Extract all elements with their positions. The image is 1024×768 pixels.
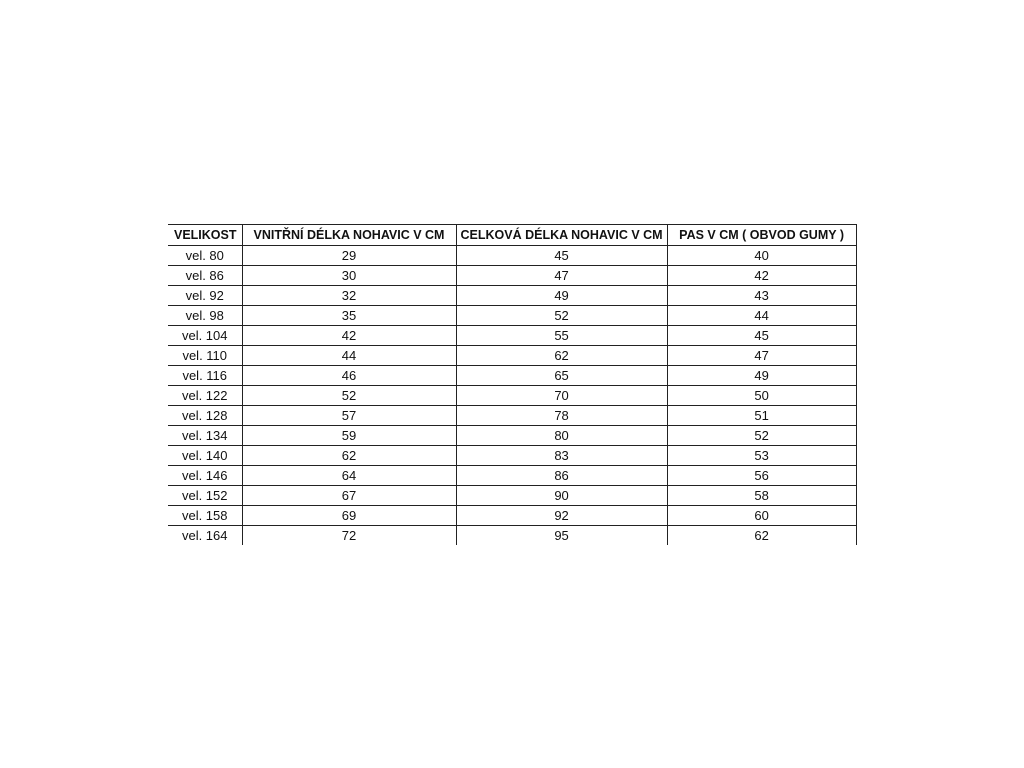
- cell-size: vel. 152: [168, 486, 242, 506]
- table-row: [168, 526, 856, 546]
- cell-inseam-length: 42: [242, 326, 456, 346]
- cell-inseam-length: 32: [242, 286, 456, 306]
- cell-inseam-length: 30: [242, 266, 456, 286]
- cell-size: vel. 140: [168, 446, 242, 466]
- cell-size: vel. 164: [181, 528, 228, 543]
- cell-inseam-length: 46: [242, 366, 456, 386]
- table-row: [168, 386, 856, 406]
- cell-inseam-length: 52: [242, 386, 456, 406]
- cell-total-length: 55: [456, 326, 667, 346]
- cell-total-length: 86: [456, 466, 667, 486]
- table-row: [168, 346, 856, 366]
- cell-waist: 49: [667, 366, 856, 386]
- cell-waist: 58: [667, 486, 856, 506]
- cell-size: vel. 110: [168, 346, 242, 366]
- size-chart-table: [168, 224, 857, 545]
- table-header-row: [168, 225, 856, 246]
- cell-size: vel. 146: [168, 466, 242, 486]
- cell-size: vel. 134: [168, 426, 242, 446]
- cell-inseam-length: 59: [242, 426, 456, 446]
- cell-total-length: 78: [456, 406, 667, 426]
- cell-waist: 62: [667, 526, 856, 546]
- cell-inseam-length: 69: [242, 506, 456, 526]
- table-row: [168, 246, 856, 266]
- cell-total-length: 45: [456, 246, 667, 266]
- header-total-length: CELKOVÁ DÉLKA NOHAVIC V CM: [456, 225, 667, 246]
- cell-size: vel. 116: [168, 366, 242, 386]
- cell-inseam-length: 64: [242, 466, 456, 486]
- table-row: [168, 406, 856, 426]
- cell-size: vel. 92: [168, 286, 242, 306]
- table-row: [168, 506, 856, 526]
- cell-inseam-length: 67: [242, 486, 456, 506]
- cell-waist: 43: [667, 286, 856, 306]
- cell-waist: 42: [667, 266, 856, 286]
- cell-total-length: 49: [456, 286, 667, 306]
- table-row: [168, 286, 856, 306]
- table-row: [168, 326, 856, 346]
- table-row: [168, 366, 856, 386]
- cell-size: vel. 104: [168, 326, 242, 346]
- cell-waist: 52: [667, 426, 856, 446]
- cell-size: vel. 98: [168, 306, 242, 326]
- cell-waist: 47: [667, 346, 856, 366]
- cell-inseam-length: 62: [242, 446, 456, 466]
- cell-total-length: 92: [456, 506, 667, 526]
- cell-size: vel. 158: [168, 506, 242, 526]
- table-row: [168, 486, 856, 506]
- cell-total-length: 83: [456, 446, 667, 466]
- header-size: VELIKOST: [168, 225, 242, 246]
- cell-inseam-length: 44: [242, 346, 456, 366]
- cell-waist: 60: [667, 506, 856, 526]
- table-body: [168, 246, 856, 546]
- cell-waist: 51: [667, 406, 856, 426]
- cell-total-length: 80: [456, 426, 667, 446]
- cell-waist: 40: [667, 246, 856, 266]
- cell-size: vel. 128: [168, 406, 242, 426]
- cell-waist: 56: [667, 466, 856, 486]
- cell-inseam-length: 35: [242, 306, 456, 326]
- table-row: [168, 426, 856, 446]
- cell-inseam-length: 29: [242, 246, 456, 266]
- cell-inseam-length: 57: [242, 406, 456, 426]
- cell-size: vel. 122: [168, 386, 242, 406]
- cell-total-length: 52: [456, 306, 667, 326]
- cell-waist: 45: [667, 326, 856, 346]
- cell-size: vel. 86: [168, 266, 242, 286]
- cell-inseam-length: 72: [242, 526, 456, 546]
- header-inseam-length: VNITŘNÍ DÉLKA NOHAVIC V CM: [242, 225, 456, 246]
- cell-waist: 53: [667, 446, 856, 466]
- table-row: [168, 466, 856, 486]
- cell-waist: 44: [667, 306, 856, 326]
- table-row: [168, 266, 856, 286]
- cell-total-length: 47: [456, 266, 667, 286]
- cell-total-length: 65: [456, 366, 667, 386]
- cell-total-length: 90: [456, 486, 667, 506]
- cell-total-length: 95: [456, 526, 667, 546]
- table-row: [168, 306, 856, 326]
- cell-size: vel. 80: [168, 246, 242, 266]
- table-row: [168, 446, 856, 466]
- cell-total-length: 70: [456, 386, 667, 406]
- header-waist: PAS V CM ( OBVOD GUMY ): [667, 225, 856, 246]
- cell-total-length: 62: [456, 346, 667, 366]
- cell-waist: 50: [667, 386, 856, 406]
